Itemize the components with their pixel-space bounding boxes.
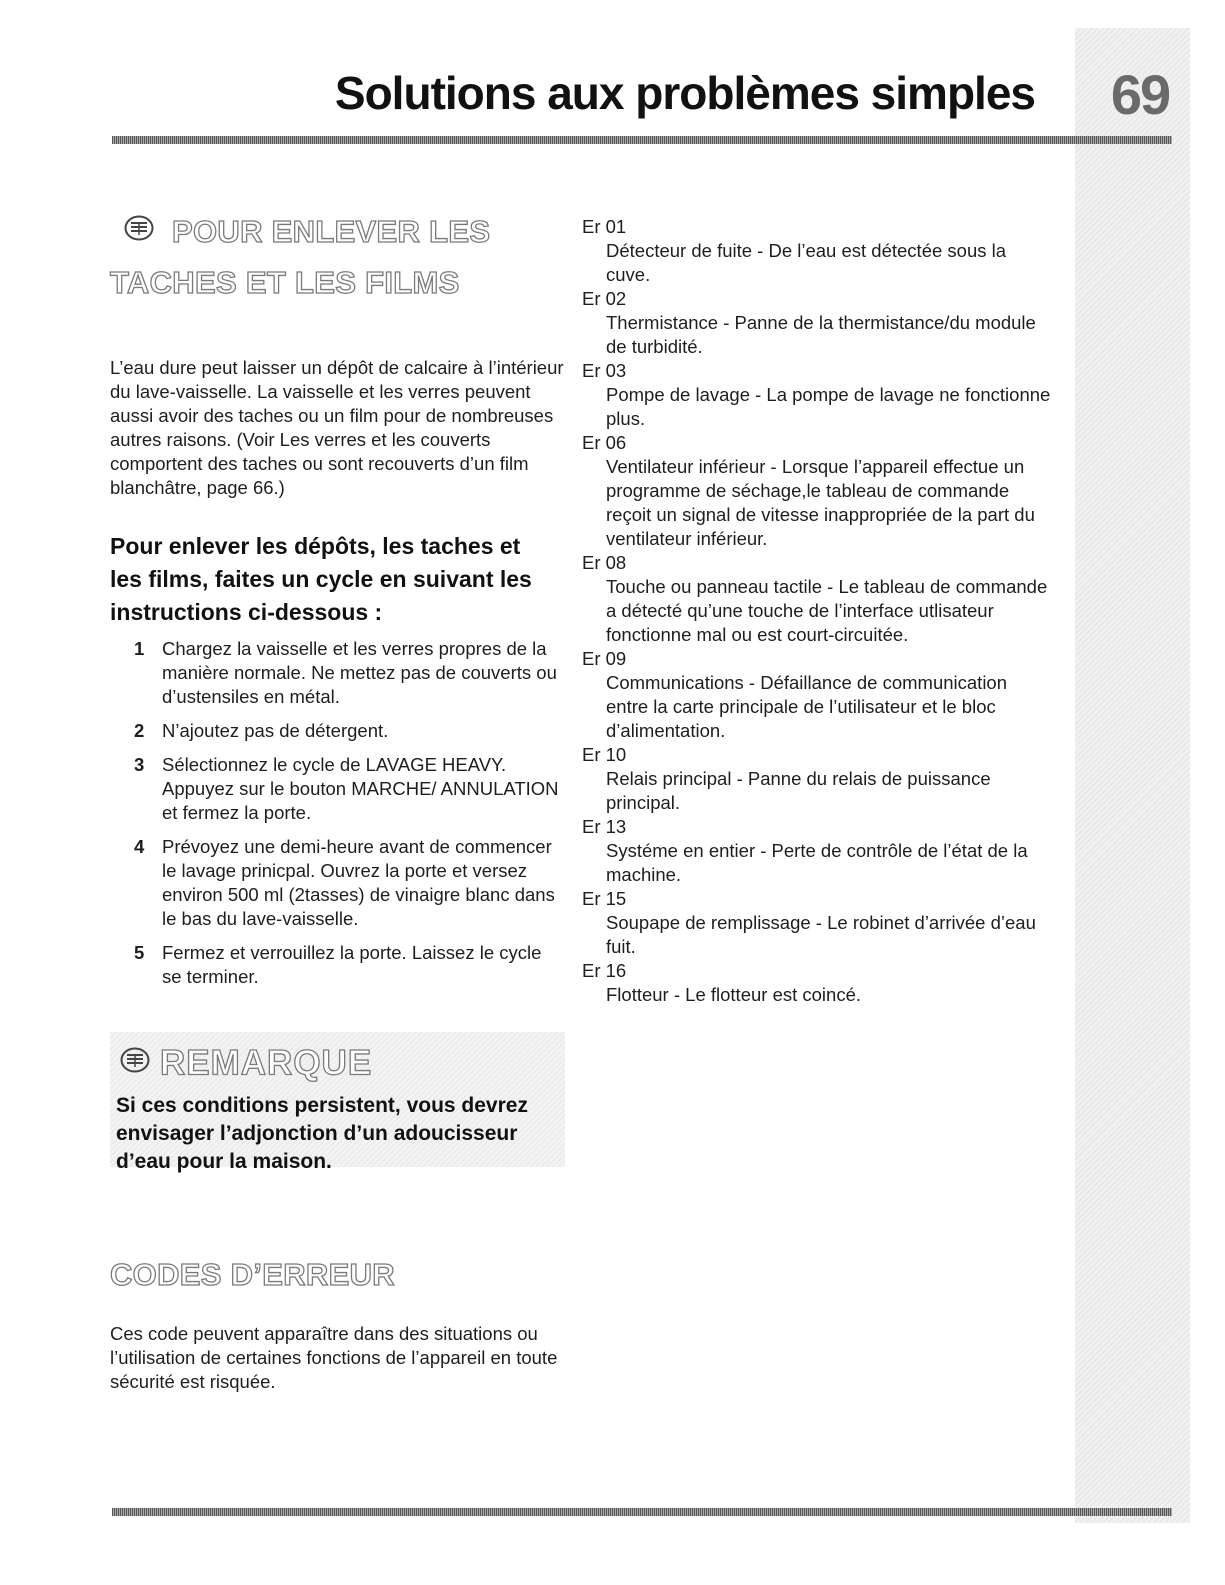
- codes-section: [110, 1252, 565, 1394]
- list-item: Er 03 Pompe de lavage - La pompe de lavage ne fonctionne plus.: [582, 360, 1051, 429]
- list-item: Er 06 Ventilateur inférieur - Lorsque l’appareil effectue un programme de séchage,le tableau de commande reçoit un signal de vitesse inappropriée de la part du ventilateur inférieur.: [582, 432, 1035, 549]
- list-item: Er 13 Systéme en entier - Perte de contrôle de l’état de la machine.: [582, 816, 1028, 885]
- steps-list: [110, 637, 565, 989]
- footer-rule: [112, 1508, 1172, 1516]
- error-code-list: [582, 215, 1052, 1007]
- side-pattern-strip: [1075, 28, 1190, 1523]
- page-number: 69: [1110, 63, 1170, 126]
- list-item: 1 Chargez la vaisselle et les verres propres de la manière normale. Ne mettez pas de couverts ou d’ustensiles en métal.: [134, 638, 557, 707]
- note-book-icon: [120, 1038, 150, 1086]
- list-item: Er 09 Communications - Défaillance de communication entre la carte principale de l’utilisateur et le bloc d’alimentation.: [582, 648, 1008, 741]
- spots-heading: POUR ENLEVER LES TACHES ET LES FILMS: [110, 208, 565, 306]
- page-title: Solutions aux problèmes simples: [334, 67, 1035, 119]
- list-item: 4 Prévoyez une demi-heure avant de commencer le lavage prinicpal. Ouvrez la porte et versez environ 500 ml (2tasses) de vinaigre blanc dans le bas du lave-vaisselle.: [134, 836, 555, 929]
- list-item: 5 Fermez et verrouillez la porte. Laissez le cycle se terminer.: [134, 942, 542, 987]
- spots-intro: L’eau dure peut laisser un dépôt de calcaire à l’intérieur du lave-vaisselle. La vaisselle et les verres peuvent aussi avoir des taches ou un film pour de nombreuses autres raisons. (Voir Les verres et les couverts comportent des taches ou sont recouverts d’un film blanchâtre, page 66.): [110, 357, 564, 498]
- note-heading: REMARQUE: [110, 1032, 565, 1092]
- note-text: Si ces conditions persistent, vous devrez envisager l’adjonction d’un adoucisseur d’eau pour la maison.: [116, 1094, 528, 1173]
- spots-subheading: Pour enlever les dépôts, les taches et les films, faites un cycle en suivant les instructions ci-dessous :: [110, 533, 532, 625]
- note-book-icon: [124, 208, 154, 254]
- spots-section: [110, 208, 565, 999]
- list-item: Er 08 Touche ou panneau tactile - Le tableau de commande a détecté qu’une touche de l’interface utlisateur fonctionne mal ou est court-circuitée.: [582, 552, 1048, 645]
- note-box: [110, 1032, 565, 1173]
- list-item: 2 N’ajoutez pas de détergent.: [134, 720, 389, 741]
- header-rule: [112, 136, 1172, 144]
- codes-intro: Ces code peuvent apparaître dans des situations ou l’utilisation de certaines fonctions de l’appareil en toute sécurité est risquée.: [110, 1323, 558, 1392]
- list-item: 3 Sélectionnez le cycle de LAVAGE HEAVY. Appuyez sur le bouton MARCHE/ ANNULATION et fermez la porte.: [134, 754, 559, 823]
- list-item: Er 02 Thermistance - Panne de la thermistance/du module de turbidité.: [582, 288, 1036, 357]
- list-item: Er 01 Détecteur de fuite - De l’eau est détectée sous la cuve.: [582, 216, 1007, 285]
- list-item: Er 10 Relais principal - Panne du relais de puissance principal.: [582, 744, 991, 813]
- list-item: Er 16 Flotteur - Le flotteur est coincé.: [582, 960, 862, 1005]
- list-item: Er 15 Soupape de remplissage - Le robinet d’arrivée d’eau fuit.: [582, 888, 1036, 957]
- codes-heading: CODES D’ERREUR: [110, 1257, 395, 1292]
